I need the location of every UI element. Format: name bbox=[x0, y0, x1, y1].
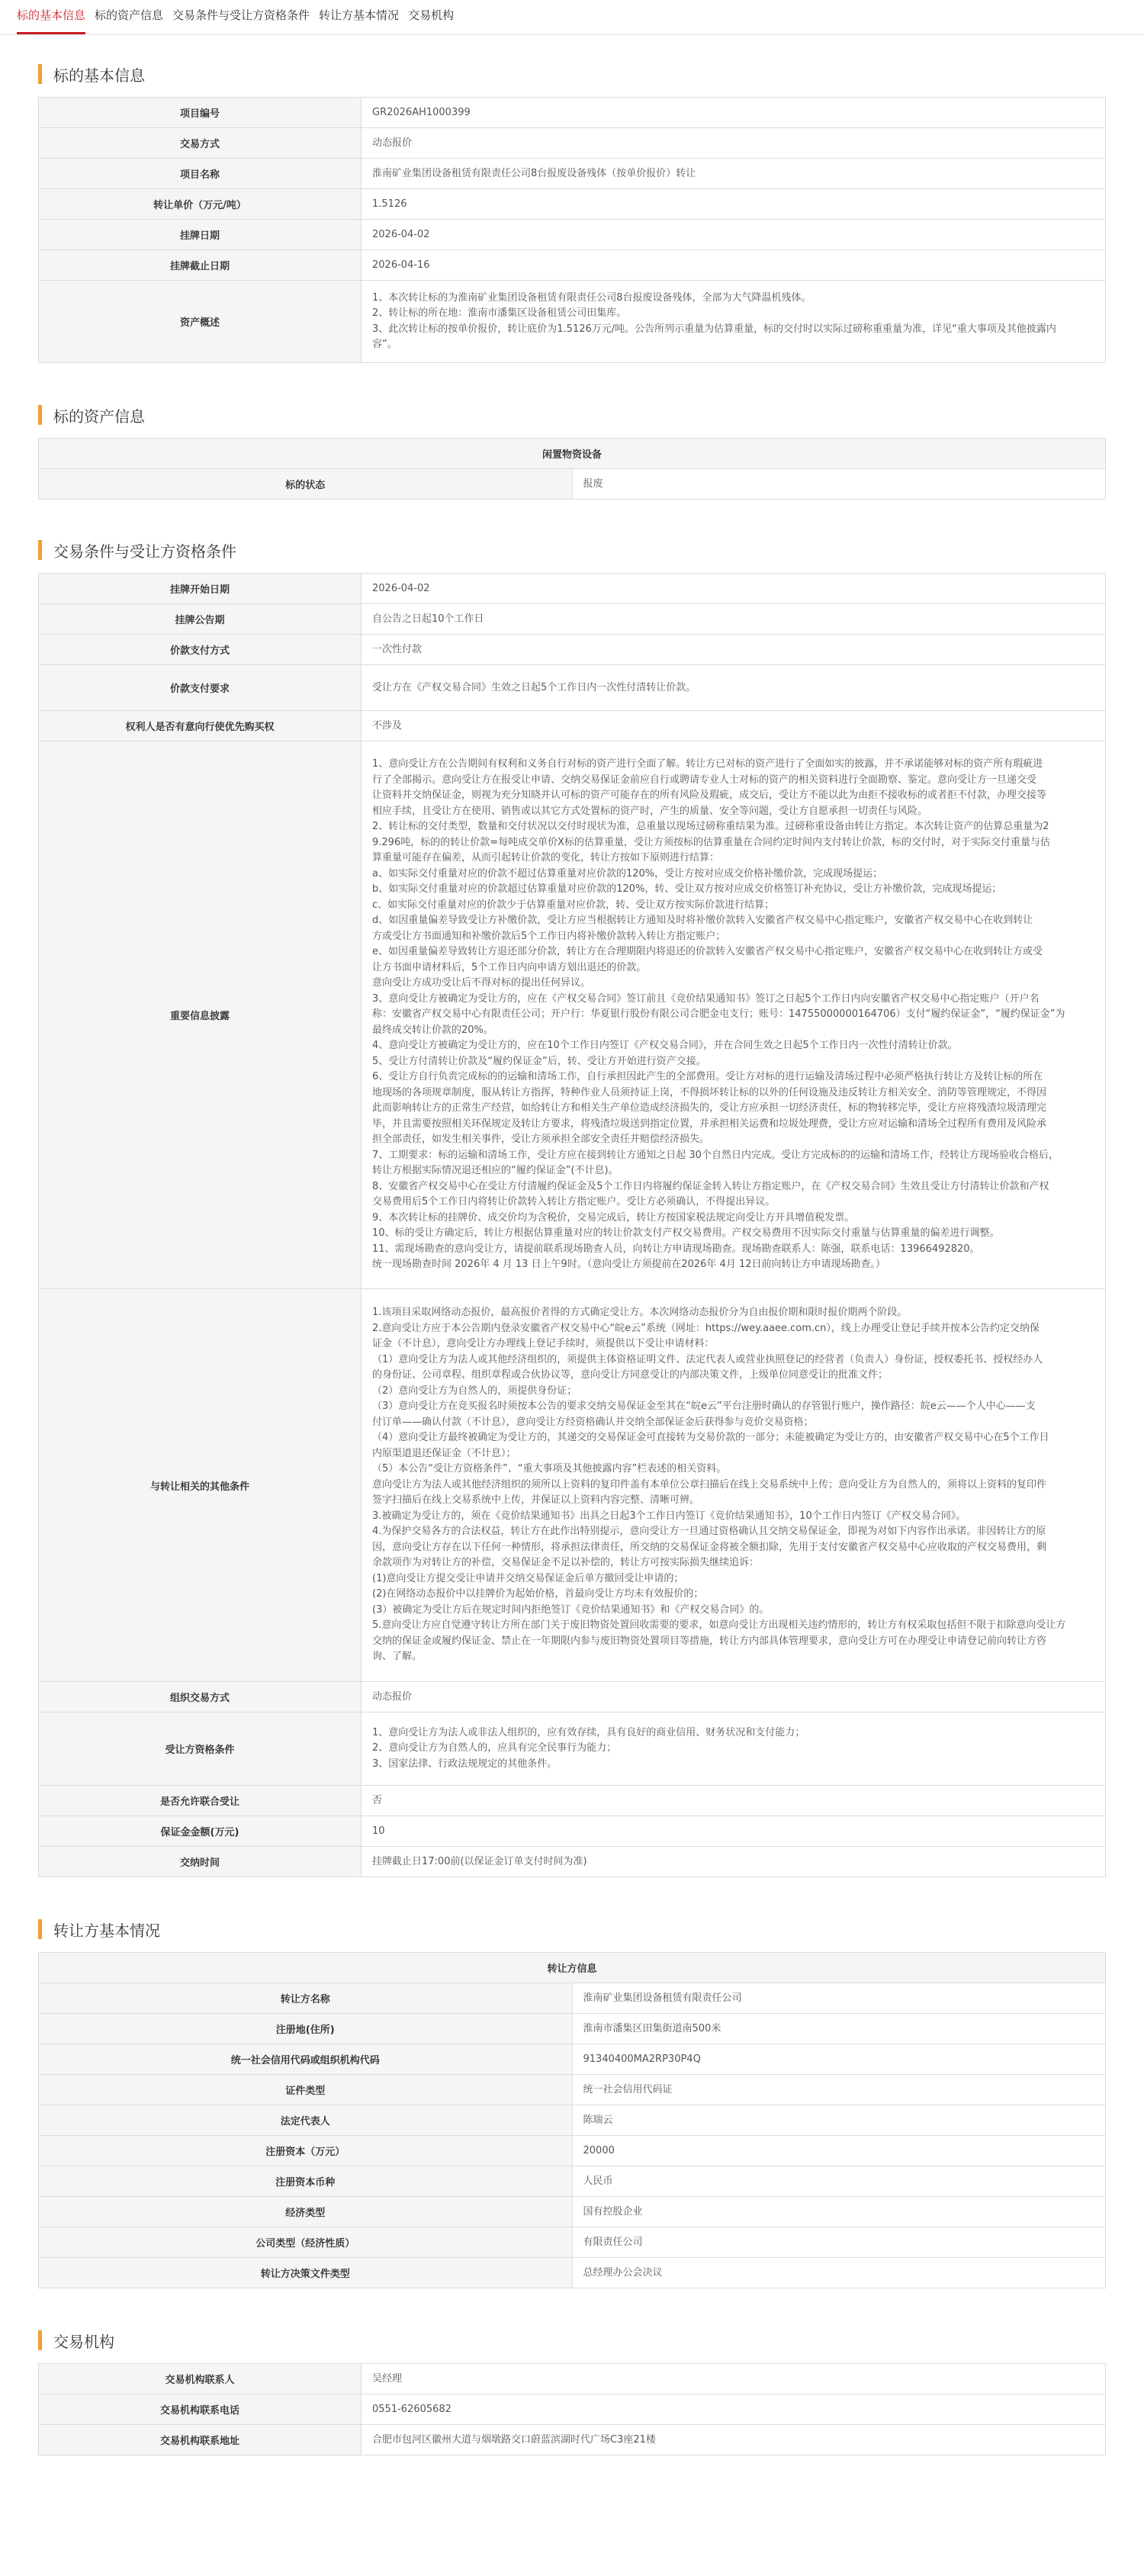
text-line: 2、意向受让方为自然人的，应具有完全民事行为能力； bbox=[372, 1742, 617, 1754]
table-row bbox=[39, 98, 1106, 128]
text-line: 付订单——确认付款（不计息），意向受让方经资格确认并交纳全部保证金后获得参与竞价交易资格； bbox=[372, 1416, 814, 1428]
section-title-basic bbox=[38, 63, 1106, 85]
row-label: 经济类型 bbox=[39, 2197, 573, 2227]
text-line: 2.意向受让方应于本公告期内登录安徽省产权交易中心“皖e云”系统（网址：https://wey.aaee.com.cn），线上办理受让登记手续并按本公告约定交纳保 bbox=[372, 1322, 1040, 1334]
text-line: d、如因重量偏差导致受让方补缴价款，受让方应当根据转让方通知及时将补缴价款转入安徽省产权交易中心指定账户，安徽省产权交易中心在收到转让 bbox=[372, 915, 1033, 927]
table-row bbox=[39, 2394, 1106, 2425]
section-transferor bbox=[38, 1918, 1106, 2288]
table-row bbox=[39, 2364, 1106, 2394]
text-line: 4、意向受让方被确定为受让方的，应在10个工作日内签订《产权交易合同》，并在合同生效之日起5个工作日内一次性付清转让价款。 bbox=[372, 1040, 958, 1052]
row-value: 报废 bbox=[572, 469, 1106, 500]
transferor-table bbox=[38, 1952, 1106, 2288]
table-row bbox=[39, 159, 1106, 189]
row-label: 交易机构联系电话 bbox=[39, 2394, 362, 2425]
text-line: 最终成交转让价款的20%。 bbox=[372, 1024, 493, 1036]
text-line: （4）意向受让方最终被确定为受让方的，其递交的交易保证金可直接转为交易价款的一部分；未能被确定为受让方的，由安徽省产权交易中心在5个工作日 bbox=[372, 1432, 1049, 1444]
text-line: e、如因重量偏差导致转让方退还部分价款，转让方在合理期限内将退还的价款转入安徽省产权交易中心指定账户，安徽省产权交易中心在收到转让方或受 bbox=[372, 946, 1043, 958]
text-line: 10、标的受让方确定后，转让方根据估算重量对应的转让价款支付产权交易费用。产权交易费用不因实际交付重量与估算重量的偏差进行调整。 bbox=[372, 1227, 1000, 1240]
table-row bbox=[39, 2044, 1106, 2075]
row-label: 挂牌日期 bbox=[39, 220, 362, 250]
row-value: 国有控股企业 bbox=[572, 2197, 1106, 2227]
text-line: 3、意向受让方被确定为受让方的，应在《产权交易合同》签订前且《竞价结果通知书》签订之日起5个工作日内向安徽省产权交易中心指定账户（开户名 bbox=[372, 992, 1040, 1005]
text-line: 交纳的保证金或履约保证金、禁止在一年期限内参与废旧物资处置项目等措施，转让方内部具体管理要求，意向受让方可在办理受让申请登记前向转让方咨 bbox=[372, 1635, 1047, 1647]
text-line: 9.296吨，标的的转让价款=每吨成交单价X标的估算重量，受让方须按标的估算重量在合同约定时间内支付转让价款，标的交付时，对于实际交付重量与估 bbox=[372, 836, 1051, 848]
group-header: 闲置物资设备 bbox=[39, 439, 1106, 469]
row-label: 保证金金额(万元) bbox=[39, 1816, 362, 1847]
table-row bbox=[39, 2227, 1106, 2258]
row-label: 重要信息披露 bbox=[39, 741, 362, 1289]
row-value: 人民币 bbox=[572, 2166, 1106, 2197]
text-line: 地现场的各项规章制度，服从转让方指挥，特种作业人员须持证上岗，不得损坏转让标的以外的任何设施及违反转让方相关安全、消防等管理规定，不得因 bbox=[372, 1086, 1047, 1098]
row-value: 统一社会信用代码证 bbox=[572, 2075, 1106, 2105]
text-line: 此而影响转让方的正常生产经营，如给转让方和相关生产单位造成经济损失的，受让方应承担一切经济责任，标的物转移完毕，受让方应将残渣垃圾清理完 bbox=[372, 1102, 1047, 1114]
text-line: （5）本公告“受让方资格条件”、“重大事项及其他披露内容”栏表述的相关资料。 bbox=[372, 1463, 727, 1475]
row-value: 吴经理 bbox=[362, 2364, 1106, 2394]
table-row bbox=[39, 2075, 1106, 2105]
text-line: （3）意向受让方在竞买报名时须按本公告的要求交纳交易保证金至其在“皖e云”平台注册时确认的存管银行账户，操作路径：皖e云——个人中心——支 bbox=[372, 1401, 1036, 1413]
text-line: 余款项作为对转让方的补偿，交易保证金不足以补偿的，转让方可按实际损失继续追诉： bbox=[372, 1557, 760, 1569]
row-label: 是否允许联合受让 bbox=[39, 1786, 362, 1816]
text-line: 交易费用后5个工作日内将转让价款转入转让方指定账户。受让方必须确认，不得提出异议。 bbox=[372, 1196, 776, 1208]
section-asset bbox=[38, 404, 1106, 500]
table-row bbox=[39, 1289, 1106, 1682]
important-disclosure bbox=[362, 741, 1106, 1289]
table-row bbox=[39, 1786, 1106, 1816]
text-line: 3、此次转让标的按单价报价，转让底价为1.5126万元/吨。公告所列示重量为估算重量，标的交付时以实际过磅称重重量为准，详见“重大事项及其他披露内 bbox=[372, 323, 1056, 335]
row-value: 淮南市潘集区田集街道南500米 bbox=[572, 2014, 1106, 2044]
table-row bbox=[39, 2136, 1106, 2166]
section-title-text: 交易条件与受让方资格条件 bbox=[53, 542, 236, 561]
row-value: 0551-62605682 bbox=[362, 2394, 1106, 2425]
row-label: 交易方式 bbox=[39, 128, 362, 159]
row-label: 价款支付方式 bbox=[39, 635, 362, 665]
row-label: 公司类型（经济性质） bbox=[39, 2227, 573, 2258]
row-label: 挂牌开始日期 bbox=[39, 574, 362, 604]
section-trade bbox=[38, 539, 1106, 1877]
row-value: 总经理办公会决议 bbox=[572, 2258, 1106, 2288]
row-label: 价款支付要求 bbox=[39, 665, 362, 711]
tab-trade-conditions[interactable]: 交易条件与受让方资格条件 bbox=[172, 8, 310, 22]
text-line: 让资料并交纳保证金，则视为充分知晓并认可标的资产可能存在的所有风险及瑕疵，成交后，受让方不能以此为由拒不接收标的或者拒不付款，办理交接等 bbox=[372, 790, 1047, 802]
text-line: 转让方根据实际情况退还相应的“履约保证金”(不计息)。 bbox=[372, 1165, 619, 1177]
row-label: 交纳时间 bbox=[39, 1847, 362, 1877]
row-label: 注册资本币种 bbox=[39, 2166, 573, 2197]
text-line: 方或受让方书面通知和补缴价款后5个工作日内将补缴价款转入转让方指定账户； bbox=[372, 930, 726, 942]
row-label: 与转让相关的其他条件 bbox=[39, 1289, 362, 1682]
text-line: 11、需现场勘查的意向受让方，请提前联系现场勘查人员，向转让方申请现场勘查。现场勘查联系人：陈强，联系电话：13966492820。 bbox=[372, 1243, 980, 1255]
row-label: 法定代表人 bbox=[39, 2105, 573, 2136]
row-label: 标的状态 bbox=[39, 469, 573, 500]
table-row bbox=[39, 1682, 1106, 1713]
title-bar-marker bbox=[38, 1919, 42, 1939]
row-value: 挂牌截止日17:00前(以保证金订单支付时间为准) bbox=[362, 1847, 1106, 1877]
title-bar-marker bbox=[38, 2330, 42, 2350]
row-label: 证件类型 bbox=[39, 2075, 573, 2105]
section-title-trade bbox=[38, 539, 1106, 561]
table-row bbox=[39, 1816, 1106, 1847]
table-row bbox=[39, 189, 1106, 220]
row-label: 权利人是否有意向行使优先购买权 bbox=[39, 711, 362, 741]
text-line: c、如实际交付重量对应的价款少于估算重量对应价款，转、受让双方按实际价款进行结算； bbox=[372, 899, 775, 911]
row-value: 动态报价 bbox=[362, 1682, 1106, 1713]
tab-basic-info[interactable]: 标的基本信息 bbox=[17, 7, 85, 34]
tab-asset-info[interactable]: 标的资产信息 bbox=[95, 8, 164, 22]
table-row bbox=[39, 1847, 1106, 1877]
title-bar-marker bbox=[38, 405, 42, 425]
row-label: 项目名称 bbox=[39, 159, 362, 189]
table-row bbox=[39, 741, 1106, 1289]
table-row bbox=[39, 665, 1106, 711]
row-value: 合肥市包河区徽州大道与烟墩路交口蔚蓝滨湖时代广场C3座21楼 bbox=[362, 2425, 1106, 2455]
table-row bbox=[39, 574, 1106, 604]
row-value: 2026-04-02 bbox=[362, 220, 1106, 250]
row-label: 受让方资格条件 bbox=[39, 1713, 362, 1786]
text-line: 意向受让方为法人或其他经济组织的须所以上资料的复印件盖有本单位公章扫描后在线上交易系统中上传；意向受让方为自然人的，须将以上资料的复印件 bbox=[372, 1478, 1047, 1491]
trade-table bbox=[38, 573, 1106, 1877]
text-line: 3、国家法律、行政法规规定的其他条件。 bbox=[372, 1758, 558, 1770]
row-value: 2026-04-16 bbox=[362, 250, 1106, 281]
text-line: （1）意向受让方为法人或其他经济组织的，须提供主体资格证明文件、法定代表人或营业执照登记的经营者（负责人）身份证，授权委托书、授权经办人 bbox=[372, 1353, 1043, 1365]
text-line: 5、受让方付清转让价款及“履约保证金”后，转、受让方开始进行资产交接。 bbox=[372, 1055, 706, 1067]
section-title-asset bbox=[38, 404, 1106, 426]
agency-table bbox=[38, 2363, 1106, 2455]
text-line: 毕，并且需要按照相关环保规定及转让方要求，将残渣垃圾送到指定位置，并承担相关运费和垃圾处理费，受让方应对运输和清场全过程所有费用及风险承 bbox=[372, 1118, 1047, 1130]
row-label: 项目编号 bbox=[39, 98, 362, 128]
row-value: 动态报价 bbox=[362, 128, 1106, 159]
title-bar-marker bbox=[38, 540, 42, 560]
text-line: 4.为保护交易各方的合法权益，转让方在此作出特别提示，意向受让方一旦通过资格确认且交纳交易保证金，即视为对如下内容作出承诺。非因转让方的原 bbox=[372, 1526, 1046, 1538]
tab-transferor[interactable]: 转让方基本情况 bbox=[319, 8, 400, 22]
row-value: 自公告之日起10个工作日 bbox=[362, 604, 1106, 635]
text-line: 6、受让方自行负责完成标的的运输和清场工作，自行承担因此产生的全部费用。受让方对标的进行运输及清场过程中必须严格执行转让方及转让标的所在 bbox=[372, 1071, 1043, 1083]
text-line: （2）意向受让方为自然人的，须提供身份证； bbox=[372, 1384, 577, 1397]
text-line: 的身份证、公司章程、组织章程或合伙协议等，意向受让方同意受让的内部决策文件，上级单位同意受让的批准文件； bbox=[372, 1369, 889, 1381]
row-value: 不涉及 bbox=[362, 711, 1106, 741]
title-bar-marker bbox=[38, 64, 42, 84]
section-title-text: 交易机构 bbox=[53, 2332, 114, 2351]
table-row bbox=[39, 469, 1106, 500]
table-row bbox=[39, 250, 1106, 281]
row-label: 交易机构联系人 bbox=[39, 2364, 362, 2394]
group-header: 转让方信息 bbox=[39, 1953, 1106, 1983]
row-label: 统一社会信用代码或组织机构代码 bbox=[39, 2044, 573, 2075]
row-value: 一次性付款 bbox=[362, 635, 1106, 665]
row-label: 转让单价（万元/吨） bbox=[39, 189, 362, 220]
section-title-text: 标的基本信息 bbox=[53, 66, 145, 85]
text-line: 1、本次转让标的为淮南矿业集团设备租赁有限责任公司8台报废设备残体，全部为大气降温机残体。 bbox=[372, 291, 811, 304]
table-row bbox=[39, 220, 1106, 250]
table-group-row bbox=[39, 1953, 1106, 1983]
text-line: 担全部责任，如发生相关事件，受让方须承担全部安全责任并赔偿经济损失。 bbox=[372, 1134, 710, 1146]
text-line: 算重量可能存在偏差，从而引起转让价款的变化，转让方按如下原则进行结算： bbox=[372, 852, 720, 864]
table-row bbox=[39, 635, 1106, 665]
section-title-text: 转让方基本情况 bbox=[53, 1921, 160, 1940]
text-line: 签字扫描后在线上交易系统中上传，并保证以上资料内容完整、清晰可辨。 bbox=[372, 1494, 700, 1507]
table-row bbox=[39, 128, 1106, 159]
row-value: GR2026AH1000399 bbox=[362, 98, 1106, 128]
row-value: 20000 bbox=[572, 2136, 1106, 2166]
text-line: 容”。 bbox=[372, 339, 397, 350]
text-line: (1)意向受让方提交受让申请并交纳交易保证金后单方撤回受让申请的； bbox=[372, 1572, 684, 1584]
text-line: 意向受让方成功受让后不得对标的提出任何异议。 bbox=[372, 977, 591, 989]
section-title-agency bbox=[38, 2330, 1106, 2351]
table-group-row bbox=[39, 439, 1106, 469]
row-label: 资产概述 bbox=[39, 281, 362, 363]
asset-table bbox=[38, 438, 1106, 500]
table-row bbox=[39, 2014, 1106, 2044]
table-row bbox=[39, 1713, 1106, 1786]
row-value: 淮南矿业集团设备租赁有限责任公司 bbox=[572, 1983, 1106, 2014]
text-line: 1、意向受让方为法人或非法人组织的，应有效存续，具有良好的商业信用、财务状况和支付能力； bbox=[372, 1726, 805, 1738]
section-agency bbox=[38, 2330, 1106, 2455]
table-row bbox=[39, 604, 1106, 635]
text-line: 2、转让标的所在地：淮南市潘集区设备租赁公司田集库。 bbox=[372, 307, 627, 319]
row-value: 受让方在《产权交易合同》生效之日起5个工作日内一次性付清转让价款。 bbox=[362, 665, 1106, 711]
text-line: (2)在网络动态报价中以挂牌价为起始价格，首最向受让方均未有效报价的； bbox=[372, 1588, 704, 1600]
asset-overview bbox=[362, 281, 1106, 363]
table-row bbox=[39, 2197, 1106, 2227]
row-label: 转让方名称 bbox=[39, 1983, 573, 2014]
text-line: 9、本次转让标的挂牌价、成交价均为含税价，交易完成后，转让方按国家税法规定向受让方开具增值税发票。 bbox=[372, 1211, 855, 1224]
section-title-transferor bbox=[38, 1918, 1106, 1940]
row-value: 91340400MA2RP30P4Q bbox=[572, 2044, 1106, 2075]
text-line: 7、工期要求：标的运输和清场工作，受让方应在接到转让方通知之日起 30个自然日内完成。受让方完成标的的运输和清场工作，经转让方现场验收合格后， bbox=[372, 1149, 1059, 1161]
table-row bbox=[39, 2166, 1106, 2197]
text-line: 让方书面申请材料后，5个工作日内向申请方划出退还的价款。 bbox=[372, 961, 647, 973]
text-line: 相应手续，且受让方在使用、销售或以其它方式处置标的资产时，产生的质量、安全等问题，受让方自愿承担一切责任与风险。 bbox=[372, 805, 928, 817]
tab-agency[interactable]: 交易机构 bbox=[408, 8, 455, 22]
text-line: 称：安徽省产权交易中心有限责任公司；开户行：华夏银行股份有限公司合肥金屯支行；账号：14755000000164706）支付“履约保证金”，“履约保证金”为 bbox=[372, 1008, 1065, 1021]
text-line: 3.被确定为受让方的，须在《竞价结果通知书》出具之日起3个工作日内签订《竞价结果通知书》，10个工作日内签订《产权交易合同》。 bbox=[372, 1510, 966, 1522]
row-label: 挂牌截止日期 bbox=[39, 250, 362, 281]
row-value: 陈瑞云 bbox=[572, 2105, 1106, 2136]
table-row bbox=[39, 281, 1106, 363]
table-row bbox=[39, 2105, 1106, 2136]
section-title-text: 标的资产信息 bbox=[53, 407, 145, 426]
text-line: 内原渠道退还保证金（不计息）； bbox=[372, 1447, 516, 1459]
section-basic bbox=[38, 63, 1106, 363]
row-label: 注册资本（万元） bbox=[39, 2136, 573, 2166]
row-label: 组织交易方式 bbox=[39, 1682, 362, 1713]
text-line: 证金（不计息），意向受让方办理线上登记手续时，须提供以下受让申请材料： bbox=[372, 1338, 715, 1350]
row-label: 注册地(住所) bbox=[39, 2014, 573, 2044]
row-value: 10 bbox=[362, 1816, 1106, 1847]
table-row bbox=[39, 711, 1106, 741]
table-row bbox=[39, 2425, 1106, 2455]
text-line: 5.意向受让方应自觉遵守转让方所在部门关于废旧物资处置回收需要的要求，如意向受让方出现相关违约情形的，转让方有权采取包括但不限于扣除意向受让方 bbox=[372, 1619, 1066, 1632]
text-line: 询、了解。 bbox=[372, 1651, 423, 1663]
row-label: 交易机构联系地址 bbox=[39, 2425, 362, 2455]
text-line: a、如实际交付重量对应的价款不超过估算重量对应价款的120%，受让方按对应成交价格补缴价款，完成现场提运； bbox=[372, 867, 883, 880]
row-value: 有限责任公司 bbox=[572, 2227, 1106, 2258]
row-value: 淮南矿业集团设备租赁有限责任公司8台报废设备残体（按单价报价）转让 bbox=[362, 159, 1106, 189]
text-line: 1、意向受让方在公告期间有权利和义务自行对标的资产进行全面了解。转让方已对标的资产进行了全面如实的披露，并不承诺能够对标的资产所有瑕疵进 bbox=[372, 758, 1043, 770]
tab-bar bbox=[0, 0, 1144, 35]
text-line: 统一现场勘查时间 2026年 4 月 13 日上午9时。（意向受让方须提前在2026年 4月 12日前向转让方申请现场勘查。） bbox=[372, 1259, 885, 1271]
text-line: 行了全部揭示。意向受让方在报受让申请、交纳交易保证金前应自行或聘请专业人士对标的资产的相关资料进行全面勘察、鉴定。意向受让方一旦递交受 bbox=[372, 773, 1037, 786]
table-row bbox=[39, 1983, 1106, 2014]
basic-table bbox=[38, 97, 1106, 363]
table-row bbox=[39, 2258, 1106, 2288]
row-label: 转让方决策文件类型 bbox=[39, 2258, 573, 2288]
text-line: 因，意向受让方存在以下任何一种情形，将承担法律责任，所交纳的交易保证金将被全额扣除，先用于支付安徽省产权交易中心应收取的产权交易费用，剩 bbox=[372, 1541, 1047, 1553]
text-line: 1.该项目采取网络动态报价，最高报价者得的方式确定受让方。本次网络动态报价分为自由报价期和限时报价期两个阶段。 bbox=[372, 1307, 908, 1319]
text-line: 2、转让标的交付类型，数量和交付状况以交付时现状为准，总重量以现场过磅称重结果为准。过磅称重设备由转让方指定。本次转让资产的估算总重量为2 bbox=[372, 821, 1049, 833]
text-line: (3）被确定为受让方后在规定时间内拒绝签订《竞价结果通知书》和《产权交易合同》的。 bbox=[372, 1603, 770, 1616]
text-line: 8、安徽省产权交易中心在受让方付清履约保证金及5个工作日内将履约保证金转入转让方指定账户，在《产权交易合同》生效且受让方付清转让价款和产权 bbox=[372, 1180, 1049, 1192]
row-value: 否 bbox=[362, 1786, 1106, 1816]
row-value: 2026-04-02 bbox=[362, 574, 1106, 604]
row-label: 挂牌公告期 bbox=[39, 604, 362, 635]
row-value: 1.5126 bbox=[362, 189, 1106, 220]
text-line: b、如实际交付重量对应的价款超过估算重量对应价款的120%，转、受让双方按对应成交价格签订补充协议，受让方补缴价款，完成现场提运； bbox=[372, 883, 1002, 896]
other-conditions bbox=[362, 1289, 1106, 1682]
qualification-conditions bbox=[362, 1713, 1106, 1786]
